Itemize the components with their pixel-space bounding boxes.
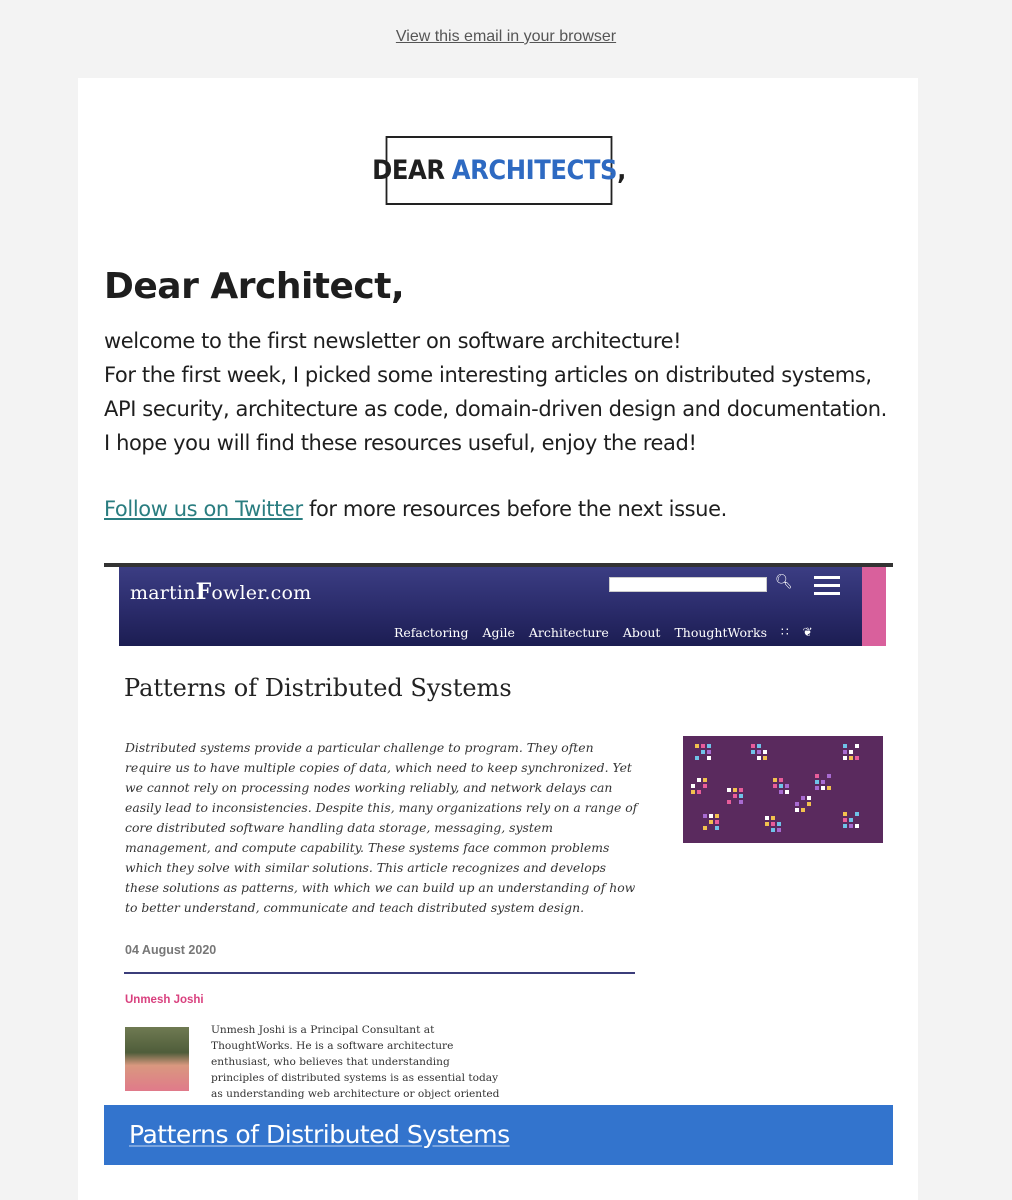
hero-dot [855,812,859,816]
hero-dot [757,744,761,748]
follow-paragraph [104,492,904,526]
hero-dot [777,822,781,826]
hero-dot [703,826,707,830]
nav-item: Agile [482,625,515,640]
hero-dot [801,808,805,812]
site-nav [394,625,813,640]
nav-item: ThoughtWorks [674,625,767,640]
header-pink-bar [862,567,886,646]
hero-dot [763,750,767,754]
hero-dot [695,756,699,760]
intro-line-2: For the first week, I picked some interesting articles on distributed systems, API security, architecture as code, domain-driven design and documentation. [104,363,887,421]
follow-rest-text: for more resources before the next issue. [302,497,727,521]
hamburger-menu-icon [814,571,840,595]
nav-item: About [622,625,661,640]
hero-dot [733,788,737,792]
hero-dot [843,750,847,754]
martinfowler-header [119,567,886,646]
hero-dot [765,822,769,826]
follow-twitter-link[interactable]: Follow us on Twitter [104,497,303,521]
hero-dot [779,778,783,782]
logo-comma: , [617,155,626,186]
hero-dot [697,790,701,794]
banner-title[interactable]: Patterns of Distributed Systems [129,1120,510,1149]
hero-dot [709,820,713,824]
hero-dot [785,784,789,788]
intro-line-1: welcome to the first newsletter on software architecture! [104,329,682,353]
hero-dot [707,744,711,748]
greeting-heading: Dear Architect, [104,266,405,307]
hero-dot [855,744,859,748]
hero-dot [715,826,719,830]
hero-dot [701,750,705,754]
hero-dot [771,822,775,826]
hero-dot [821,786,825,790]
hero-dot [691,784,695,788]
hero-dot [855,824,859,828]
hero-dot [815,774,819,778]
intro-line-3: I hope you will find these resources useful, enjoy the read! [104,431,697,455]
search-icon: 🔍︎ [775,573,793,589]
hero-dot [843,744,847,748]
logo-architects-text: ARCHITECTS [451,155,618,186]
article-title-banner[interactable] [104,1105,893,1165]
hero-dot [771,816,775,820]
hero-dot [763,756,767,760]
hero-dot [695,744,699,748]
hero-dot [777,828,781,832]
site-search-box [609,577,767,592]
hero-dot [751,750,755,754]
hero-dot [795,802,799,806]
hero-dot [849,756,853,760]
hero-dot [779,784,783,788]
author-bio: Unmesh Joshi is a Principal Consultant at ThoughtWorks. He is a software architecture enthusiast, who believes that understanding principles of distributed systems is as essential today as understanding web architecture or object oriented [211,1024,500,1100]
twitter-icon: ❦ [802,625,813,639]
hero-dot [703,814,707,818]
hero-dot [697,778,701,782]
hero-dot [691,790,695,794]
hero-dot [715,820,719,824]
hero-dot [801,796,805,800]
hero-dot [739,800,743,804]
newsletter-card [78,78,918,1200]
hero-dot [779,790,783,794]
hero-dot [701,744,705,748]
hero-dot [773,784,777,788]
hero-dot [849,824,853,828]
hero-dot [703,778,707,782]
hero-dot [757,756,761,760]
article-abstract: Distributed systems provide a particular challenge to program. They often require us to have multiple copies of data, which need to keep synchronized. Yet we cannot rely on processing nodes working reliably, and network delays can easily lead to inconsistencies. Despite this, many organizations rely on a range of core distributed software handling data storage, messaging, system management, and compute capability. These systems face common problems which they solve with similar solutions. This article recognizes and develops these solutions as patterns, with which we can build up an understanding of how to better understand, communicate and teach distributed system design. [125,740,638,915]
martinfowler-logo: martinFowler.com [130,579,312,605]
article-hero-image [683,736,883,843]
hero-dot [733,794,737,798]
hero-dot [843,818,847,822]
hero-dot [815,786,819,790]
hero-dot [827,774,831,778]
hero-dot [821,780,825,784]
logo-dear-text: DEAR [372,155,445,186]
hero-dot [807,802,811,806]
hero-dot [773,778,777,782]
nav-item: Refactoring [394,625,469,640]
hero-dot [785,790,789,794]
hero-dot [715,814,719,818]
hero-dot [739,794,743,798]
hero-dot [771,828,775,832]
rss-icon: ∷ [780,625,789,639]
hero-dot [765,816,769,820]
nav-item: Architecture [528,625,609,640]
hero-dot [843,824,847,828]
article-divider [124,972,635,974]
hero-dot [815,780,819,784]
hero-dot [843,756,847,760]
article-title: Patterns of Distributed Systems [124,674,512,702]
hero-dot [703,784,707,788]
hero-dot [707,750,711,754]
hero-dot [807,796,811,800]
article-author-name: Unmesh Joshi [125,994,204,1006]
hero-dot [727,800,731,804]
hero-dot [849,818,853,822]
hero-dot [709,814,713,818]
hero-dot [707,756,711,760]
article-preview-image[interactable] [104,563,893,1165]
article-date: 04 August 2020 [125,943,217,957]
hero-dot [843,812,847,816]
hero-dot [795,808,799,812]
hero-dot [757,750,761,754]
view-in-browser-link[interactable]: View this email in your browser [395,28,617,45]
intro-text [104,324,904,460]
hero-dot [739,788,743,792]
dear-architects-logo [372,136,626,205]
author-photo [125,1027,189,1091]
hero-dot [827,786,831,790]
hero-dot [849,750,853,754]
hero-dot [751,744,755,748]
hero-dot [855,756,859,760]
hero-dot [727,788,731,792]
